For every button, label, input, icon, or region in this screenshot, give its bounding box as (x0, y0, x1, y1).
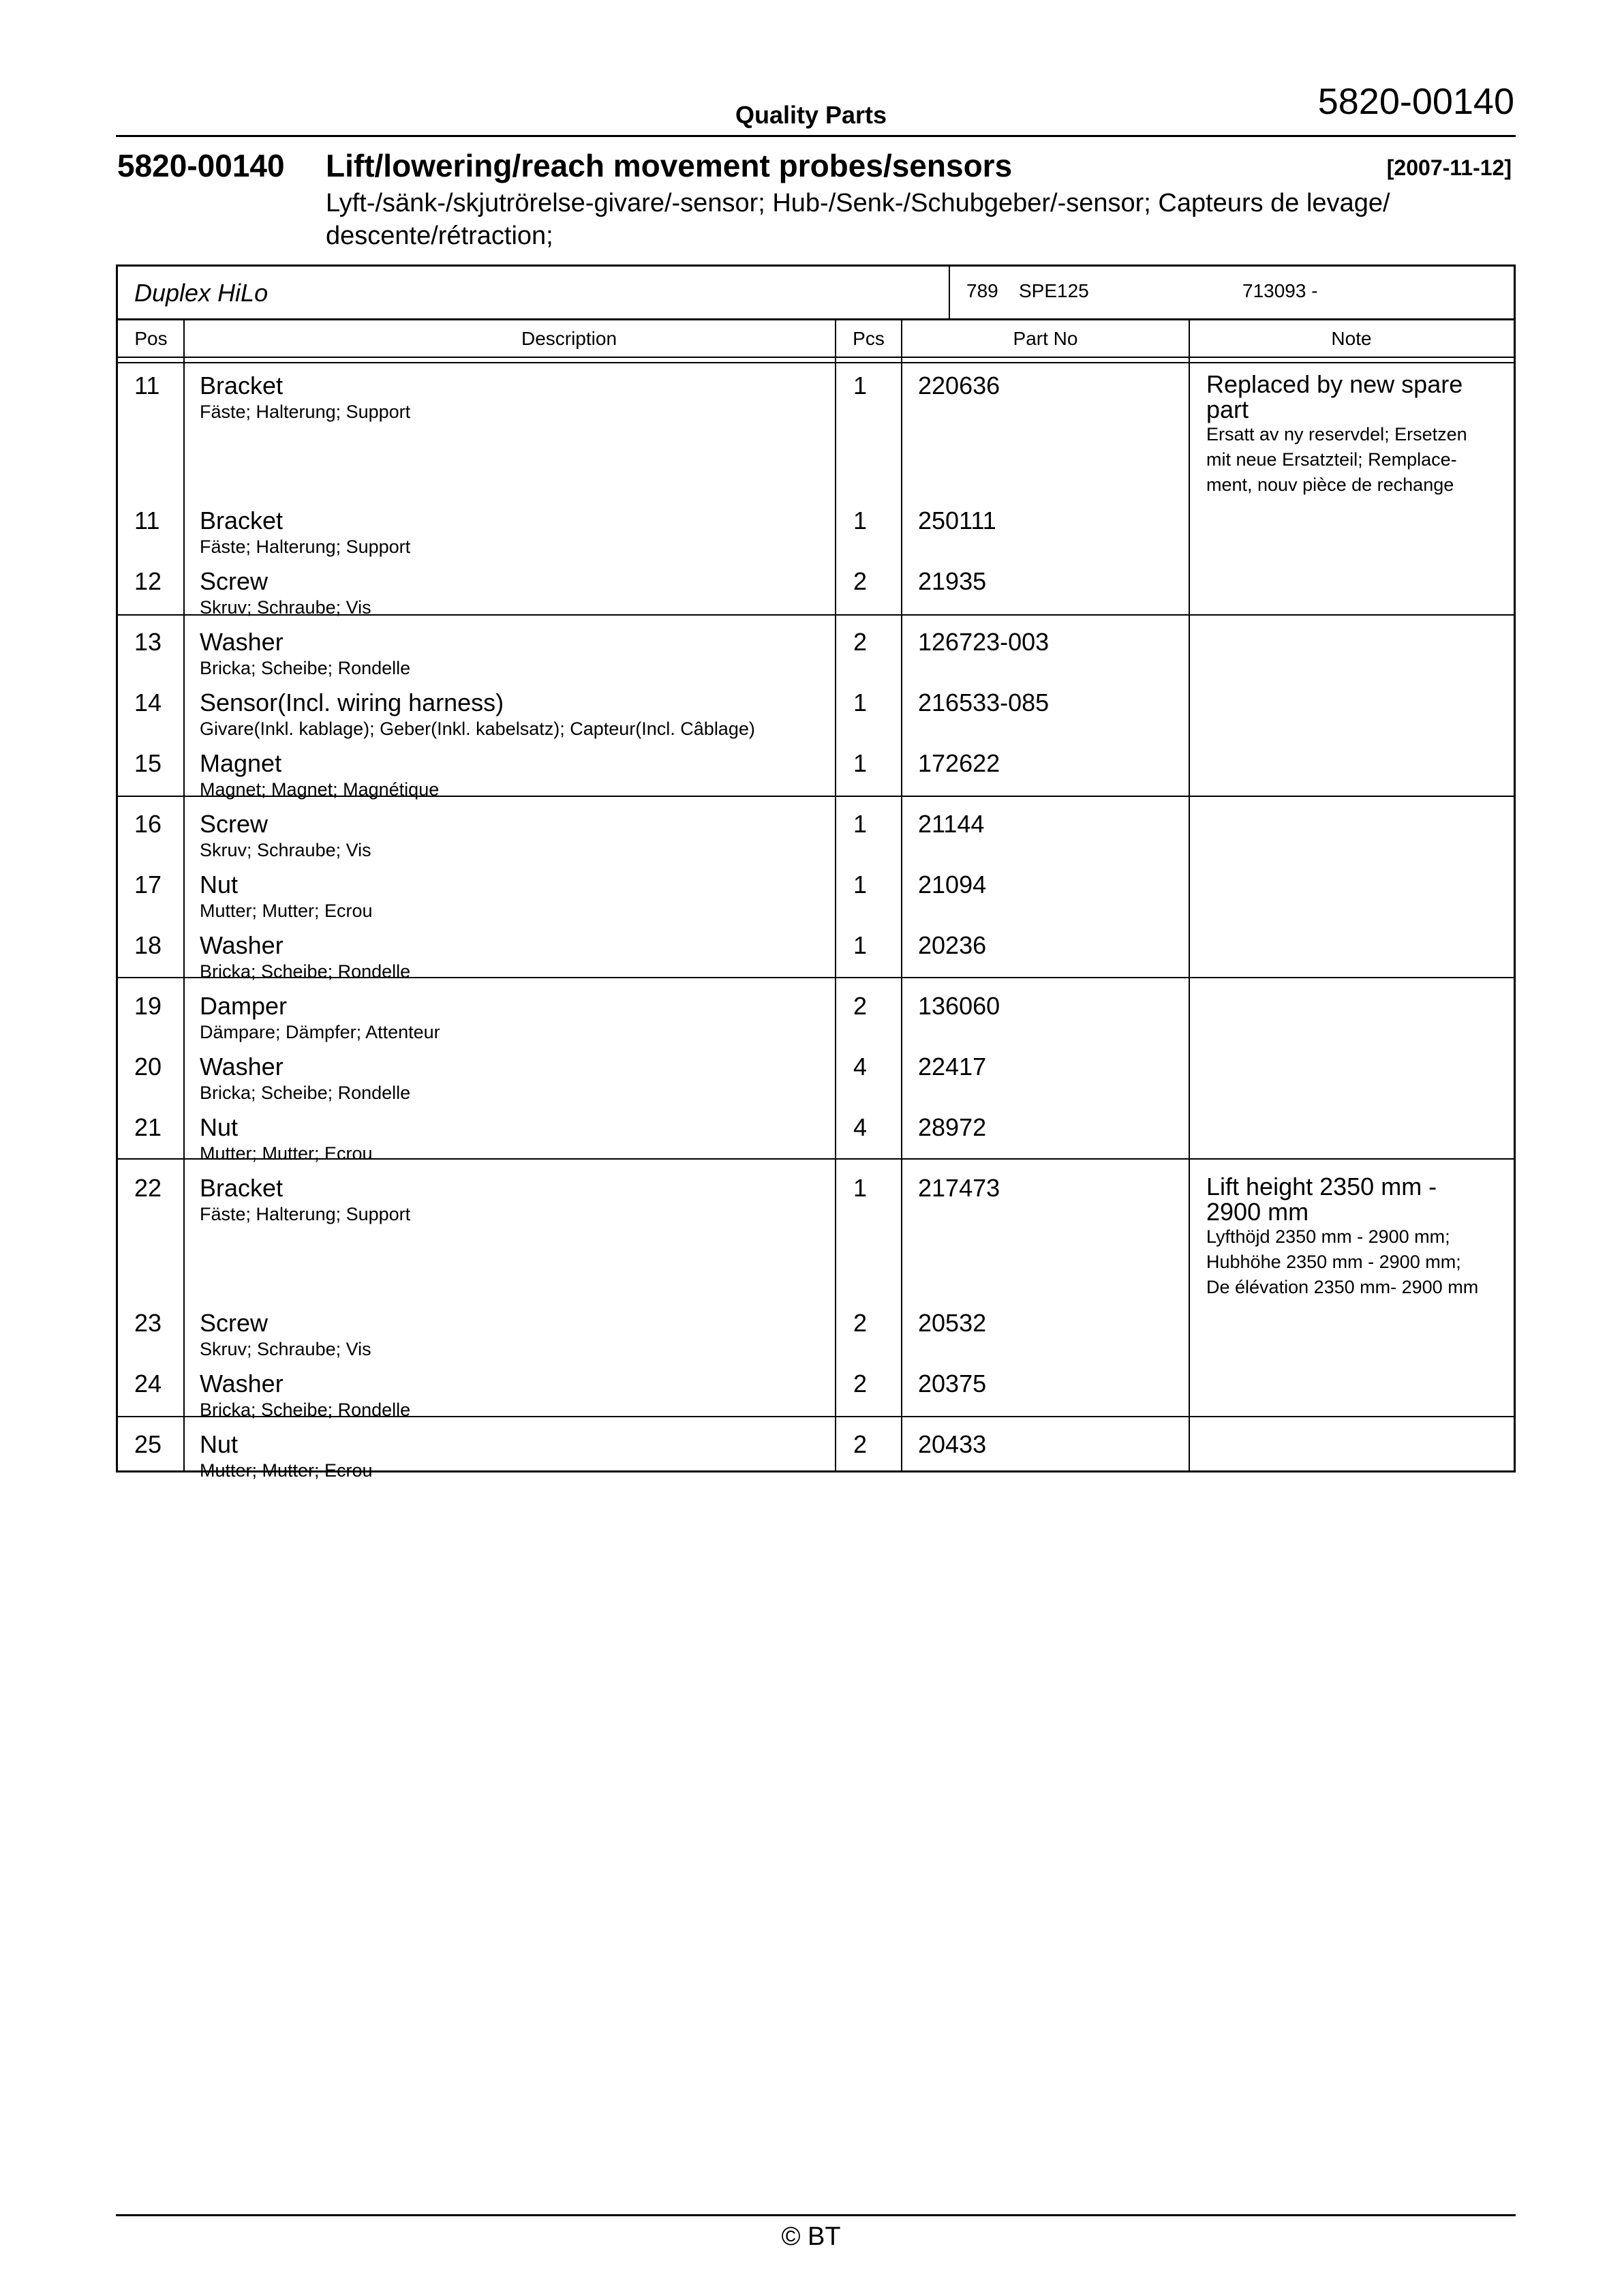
header-divider (118, 357, 1514, 358)
row-part-no: 136060 (918, 992, 1000, 1020)
row-part-no: 216533-085 (918, 689, 1050, 716)
row-note-line: 2900 mm (1206, 1198, 1309, 1226)
model-name: Duplex HiLo (134, 279, 269, 307)
row-part-no: 22417 (918, 1053, 987, 1081)
parts-table (116, 265, 1516, 1481)
row-translation: Fäste; Halterung; Support (200, 537, 411, 557)
row-part-no: 172622 (918, 749, 1000, 777)
row-description: Screw (200, 567, 269, 595)
row-note-line: Replaced by new spare (1206, 370, 1463, 398)
row-pcs: 1 (853, 749, 868, 777)
section-subtitle (326, 187, 1484, 252)
row-description: Bracket (200, 507, 284, 534)
row-description: Bracket (200, 1174, 284, 1202)
row-part-no: 20375 (918, 1370, 987, 1398)
row-pcs: 2 (853, 1430, 868, 1458)
row-pos: 24 (134, 1370, 162, 1398)
row-note-line: Lyfthöjd 2350 mm - 2900 mm; (1206, 1226, 1450, 1247)
row-translation: Bricka; Scheibe; Rondelle (200, 961, 411, 982)
row-translation: Bricka; Scheibe; Rondelle (200, 1400, 411, 1420)
row-translation: Dämpare; Dämpfer; Attenteur (200, 1022, 440, 1042)
section-number: 5820-00140 (117, 148, 285, 183)
row-note-line: ment, nouv pièce de rechange (1206, 474, 1454, 495)
footer-rule (116, 2214, 1516, 2216)
row-translation: Mutter; Mutter; Ecrou (200, 1460, 373, 1481)
row-pcs: 1 (853, 507, 868, 534)
row-description: Screw (200, 1309, 269, 1337)
row-description: Washer (200, 1370, 284, 1398)
row-pcs: 4 (853, 1113, 868, 1141)
row-pcs: 2 (853, 1309, 868, 1337)
row-pos: 22 (134, 1174, 162, 1202)
row-part-no: 217473 (918, 1174, 1000, 1202)
row-note-line: Lift height 2350 mm - (1206, 1173, 1437, 1200)
column-divider (1189, 318, 1190, 1470)
model-row (118, 267, 1514, 320)
row-pos: 18 (134, 931, 162, 959)
row-note-line: Hubhöhe 2350 mm - 2900 mm; (1206, 1252, 1461, 1272)
row-description: Nut (200, 1430, 239, 1458)
column-header-description: Description (521, 328, 617, 349)
row-translation: Magnet; Magnet; Magnétique (200, 779, 440, 800)
row-pos: 12 (134, 567, 162, 595)
row-part-no: 28972 (918, 1113, 987, 1141)
row-pcs: 2 (853, 992, 868, 1020)
row-description: Washer (200, 931, 284, 959)
column-header-pcs: Pcs (853, 328, 885, 349)
row-translation: Skruv; Schraube; Vis (200, 1339, 371, 1359)
row-description: Bracket (200, 372, 284, 399)
row-pos: 19 (134, 992, 162, 1020)
row-pcs: 1 (853, 1174, 868, 1202)
row-part-no: 20433 (918, 1430, 987, 1458)
row-description: Damper (200, 992, 288, 1020)
column-header-part-no: Part No (1013, 328, 1078, 349)
row-translation: Skruv; Schraube; Vis (200, 597, 371, 618)
column-divider (183, 318, 185, 1470)
row-note (1206, 1174, 1506, 1224)
row-pos: 20 (134, 1053, 162, 1081)
row-translation: Skruv; Schraube; Vis (200, 840, 371, 860)
row-translation: Mutter; Mutter; Ecrou (200, 1143, 373, 1164)
row-translation: Fäste; Halterung; Support (200, 1204, 411, 1224)
model-code: 789 (966, 280, 998, 301)
row-pcs: 1 (853, 871, 868, 898)
column-header-note: Note (1331, 328, 1372, 349)
row-pos: 23 (134, 1309, 162, 1337)
model-divider (949, 267, 950, 318)
row-description: Magnet (200, 749, 282, 777)
row-part-no: 20236 (918, 931, 987, 959)
row-translation: Bricka; Scheibe; Rondelle (200, 1083, 411, 1103)
row-note-translation (1206, 422, 1506, 498)
row-note (1206, 372, 1506, 422)
row-pos: 17 (134, 871, 162, 898)
row-note-line: mit neue Ersatzteil; Remplace- (1206, 449, 1457, 470)
row-pos: 13 (134, 628, 162, 656)
model-type: SPE125 (1019, 280, 1089, 301)
column-header-pos: Pos (134, 328, 168, 349)
row-part-no: 126723-003 (918, 628, 1050, 656)
row-translation: Bricka; Scheibe; Rondelle (200, 658, 411, 678)
model-serial: 713093 - (1242, 280, 1318, 301)
row-pos: 11 (134, 507, 160, 534)
section-subtitle-line: descente/rétraction; (326, 222, 553, 250)
row-pcs: 4 (853, 1053, 868, 1081)
row-part-no: 250111 (918, 507, 996, 534)
section-title: Lift/lowering/reach movement probes/sensors (326, 148, 1013, 183)
row-note-line: Ersatt av ny reservdel; Ersetzen (1206, 424, 1467, 444)
row-translation: Givare(Inkl. kablage); Geber(Inkl. kabelsatz); Capteur(Incl. Câblage) (200, 719, 755, 739)
header-rule (116, 135, 1516, 137)
row-note-translation (1206, 1224, 1506, 1300)
row-pos: 15 (134, 749, 162, 777)
row-translation: Fäste; Halterung; Support (200, 402, 411, 422)
row-pcs: 2 (853, 567, 868, 595)
row-pos: 16 (134, 810, 162, 838)
section-date: [2007-11-12] (1386, 155, 1512, 180)
row-pcs: 1 (853, 689, 868, 716)
row-pos: 14 (134, 689, 162, 716)
row-part-no: 21144 (918, 810, 985, 838)
row-part-no: 21094 (918, 871, 987, 898)
row-pcs: 1 (853, 931, 868, 959)
section-subtitle-line: Lyft-/sänk-/skjutrörelse-givare/-sensor; Hub-/Senk-/Schubgeber/-sensor; Capteurs de levage/ (326, 189, 1390, 217)
row-pcs: 1 (853, 372, 868, 399)
header-doc-number: 5820-00140 (1317, 81, 1514, 122)
row-part-no: 21935 (918, 567, 987, 595)
row-pcs: 2 (853, 628, 868, 656)
row-pcs: 1 (853, 810, 868, 838)
row-translation: Mutter; Mutter; Ecrou (200, 901, 373, 921)
row-pos: 11 (134, 372, 160, 399)
row-note-line: De élévation 2350 mm- 2900 mm (1206, 1277, 1479, 1297)
row-part-no: 20532 (918, 1309, 987, 1337)
row-pos: 21 (134, 1113, 162, 1141)
row-description: Sensor(Incl. wiring harness) (200, 689, 504, 716)
row-note-line: part (1206, 395, 1249, 423)
column-divider (901, 318, 902, 1470)
row-part-no: 220636 (918, 372, 1000, 399)
row-pos: 25 (134, 1430, 162, 1458)
row-description: Washer (200, 1053, 284, 1081)
row-description: Nut (200, 871, 239, 898)
row-description: Washer (200, 628, 284, 656)
footer-copyright: © BT (781, 2222, 841, 2251)
row-pcs: 2 (853, 1370, 868, 1398)
row-description: Screw (200, 810, 269, 838)
header-title: Quality Parts (735, 101, 887, 129)
header-divider (118, 362, 1514, 363)
column-divider (835, 318, 836, 1470)
row-description: Nut (200, 1113, 239, 1141)
